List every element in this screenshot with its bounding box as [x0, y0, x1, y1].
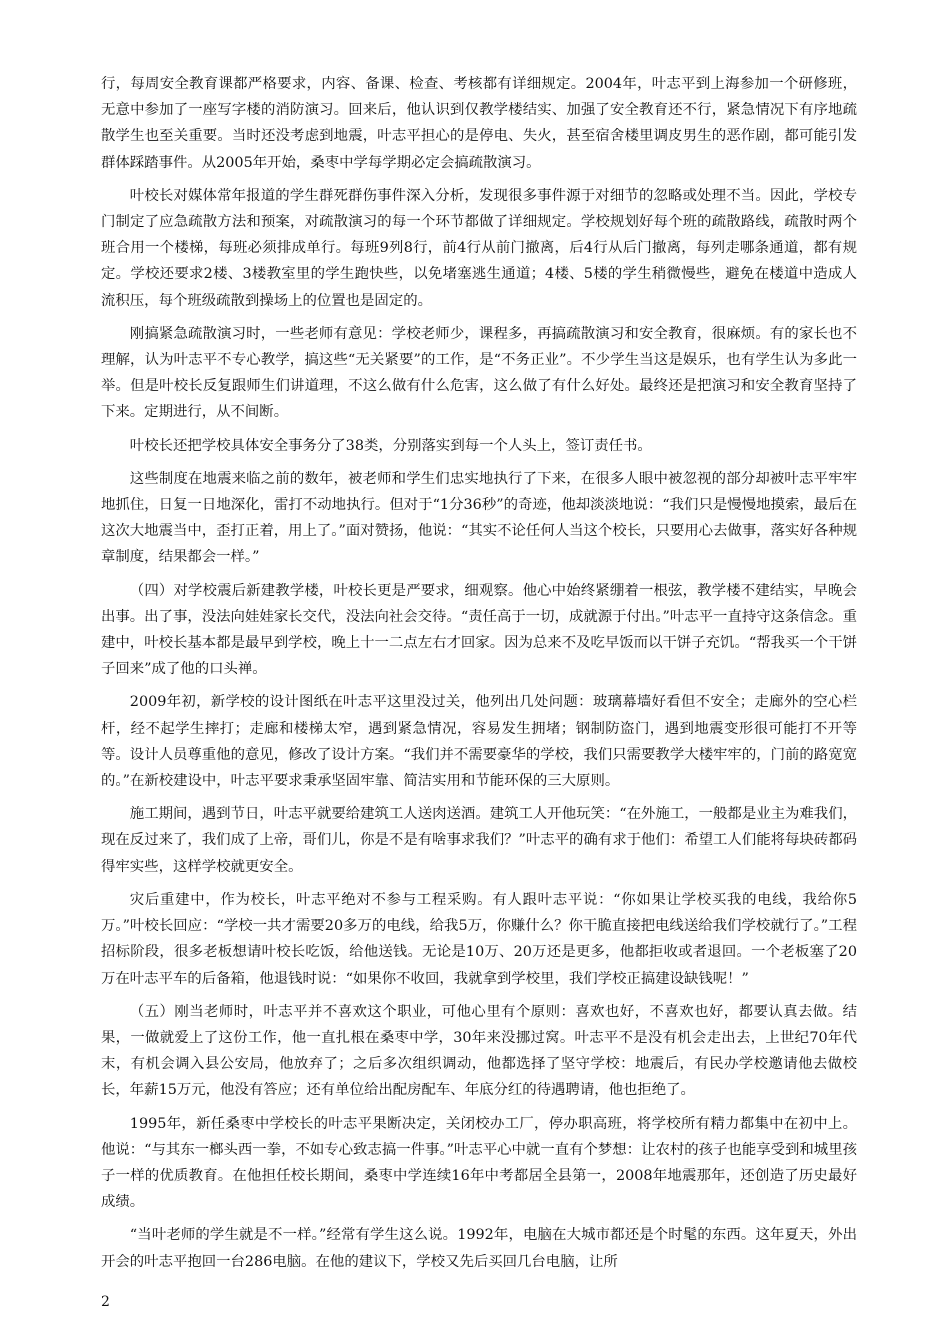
paragraph-school-reform: 1995年，新任桑枣中学校长的叶志平果断决定，关闭校办工厂，停办职高班，将学校所有精力都集中在初中上。他说：“与其东一榔头西一拳，不如专心致志搞一件事。”叶志平心中就一直有个梦想：让农村的孩子也能享受到和城里孩子一样的优质教育。在他担任校长期间，桑枣中学连续16年中考都居全县第一，2008年地震那年，还创造了历史最好成绩。 — [101, 1115, 857, 1211]
paragraph-procurement: 灾后重建中，作为校长，叶志平绝对不参与工程采购。有人跟叶志平说：“你如果让学校买我的电线，我给你5万。”叶校长回应：“学校一共才需要20多万的电线，给我5万，你赚什么？你干脆直接把电线送给我们学校就行了。”工程招标阶段，很多老板想请叶校长吃饭，给他送钱。无论是10万、20万还是更多，他都拒收或者退回。一个老板塞了20万在叶志平车的后备箱，他退钱时说：“如果你不收回，我就拿到学校里，我们学校正搞建设缺钱呢！” — [101, 891, 857, 987]
article-body — [101, 71, 857, 1282]
paragraph-construction-workers: 施工期间，遇到节日，叶志平就要给建筑工人送肉送酒。建筑工人开他玩笑：“在外施工，一般都是业主为难我们，现在反过来了，我们成了上帝，哥们儿，你是不是有啥事求我们？”叶志平的确有求于他们：希望工人们能将每块砖都码得牢实些，这样学校就更安全。 — [101, 806, 857, 875]
paragraph-safety-categories: 叶校长还把学校具体安全事务分了38类，分别落实到每一个人头上，签订责任书。 — [129, 437, 652, 454]
paragraph-system-execution: 这些制度在地震来临之前的数年，被老师和学生们忠实地执行了下来，在很多人眼中被忽视的部分却被叶志平牢牢地抓住，日复一日地深化，雷打不动地执行。但对于“1分36秒”的奇迹，他却淡淡地说：“我们只是慢慢地摸索，最后在这次大地震当中，歪打正着，用上了。”面对赞扬，他说：“其实不论任何人当这个校长，只要用心去做事，落实好各种规章制度，结果都会一样。” — [101, 470, 857, 566]
paragraph-computers: “当叶老师的学生就是不一样。”经常有学生这么说。1992年，电脑在大城市都还是个时髦的东西。这年夏天，外出开会的叶志平抱回一台286电脑。在他的建议下，学校又先后买回几台电脑，让所 — [101, 1227, 857, 1270]
paragraph-drill-objections: 刚搞紧急疏散演习时，一些老师有意见：学校老师少，课程多，再搞疏散演习和安全教育，很麻烦。有的家长也不理解，认为叶志平不专心教学，搞这些“无关紧要”的工作，是“不务正业”。不少学生当这是娱乐，也有学生认为多此一举。但是叶校长反复跟师生们讲道理，不这么做有什么危害，这么做了有什么好处。最终还是把演习和安全教育坚持了下来。定期进行，从不间断。 — [101, 325, 857, 421]
page-number: 2 — [101, 1294, 110, 1310]
paragraph-design-review: 2009年初，新学校的设计图纸在叶志平这里没过关，他列出几处问题：玻璃幕墙好看但不安全；走廊外的空心栏杆，经不起学生摔打；走廊和楼梯太窄，遇到紧急情况，容易发生拥堵；钢制防盗门，遇到地震变形很可能打不开等等。设计人员尊重他的意见，修改了设计方案。“我们并不需要豪华的学校，我们只需要教学大楼牢牢的，门前的路宽宽的。”在新校建设中，叶志平要求秉承坚固牢靠、简洁实用和节能环保的三大原则。 — [101, 694, 857, 790]
paragraph-continuation: 行，每周安全教育课都严格要求，内容、备课、检查、考核都有详细规定。2004年，叶志平到上海参加一个研修班，无意中参加了一座写字楼的消防演习。回来后，他认识到仅教学楼结实、加强了安全教育还不行，紧急情况下有序地疏散学生也至关重要。当时还没考虑到地震，叶志平担心的是停电、失火，甚至宿舍楼里调皮男生的恶作剧，都可能引发群体踩踏事件。从2005年开始，桑枣中学每学期必定会搞疏散演习。 — [101, 76, 857, 171]
paragraph-section-four: （四）对学校震后新建教学楼，叶校长更是严要求，细观察。他心中始终紧绷着一根弦，教学楼不建结实，早晚会出事。出了事，没法向娃娃家长交代，没法向社会交待。“责任高于一切，成就源于付出。”叶志平一直持守这条信念。重建中，叶校长基本都是最早到学校，晚上十一二点左右才回家。因为总来不及吃早饭而以干饼子充饥。“帮我买一个干饼子回来”成了他的口头禅。 — [101, 582, 857, 678]
paragraph-section-five: （五）刚当老师时，叶志平并不喜欢这个职业，可他心里有个原则：喜欢也好，不喜欢也好，都要认真去做。结果，一做就爱上了这份工作，他一直扎根在桑枣中学，30年来没挪过窝。叶志平不是没有机会走出去，上世纪70年代末，有机会调入县公安局，他放弃了；之后多次组织调动，他都选择了坚守学校：地震后，有民办学校邀请他去做校长，年薪15万元，他没有答应；还有单位给出配房配车、年底分红的待遇聘请，他也拒绝了。 — [101, 1003, 857, 1099]
paragraph-evacuation-plan: 叶校长对媒体常年报道的学生群死群伤事件深入分析，发现很多事件源于对细节的忽略或处理不当。因此，学校专门制定了应急疏散方法和预案，对疏散演习的每一个环节都做了详细规定。学校规划好每个班的疏散路线，疏散时两个班合用一个楼梯，每班必须排成单行。每班9列8行，前4行从前门撤离，后4行从后门撤离，每列走哪条通道，都有规定。学校还要求2楼、3楼教室里的学生跑快些，以免堵塞逃生通道；4楼、5楼的学生稍微慢些，避免在楼道中造成人流积压，每个班级疏散到操场上的位置也是固定的。 — [101, 187, 857, 309]
